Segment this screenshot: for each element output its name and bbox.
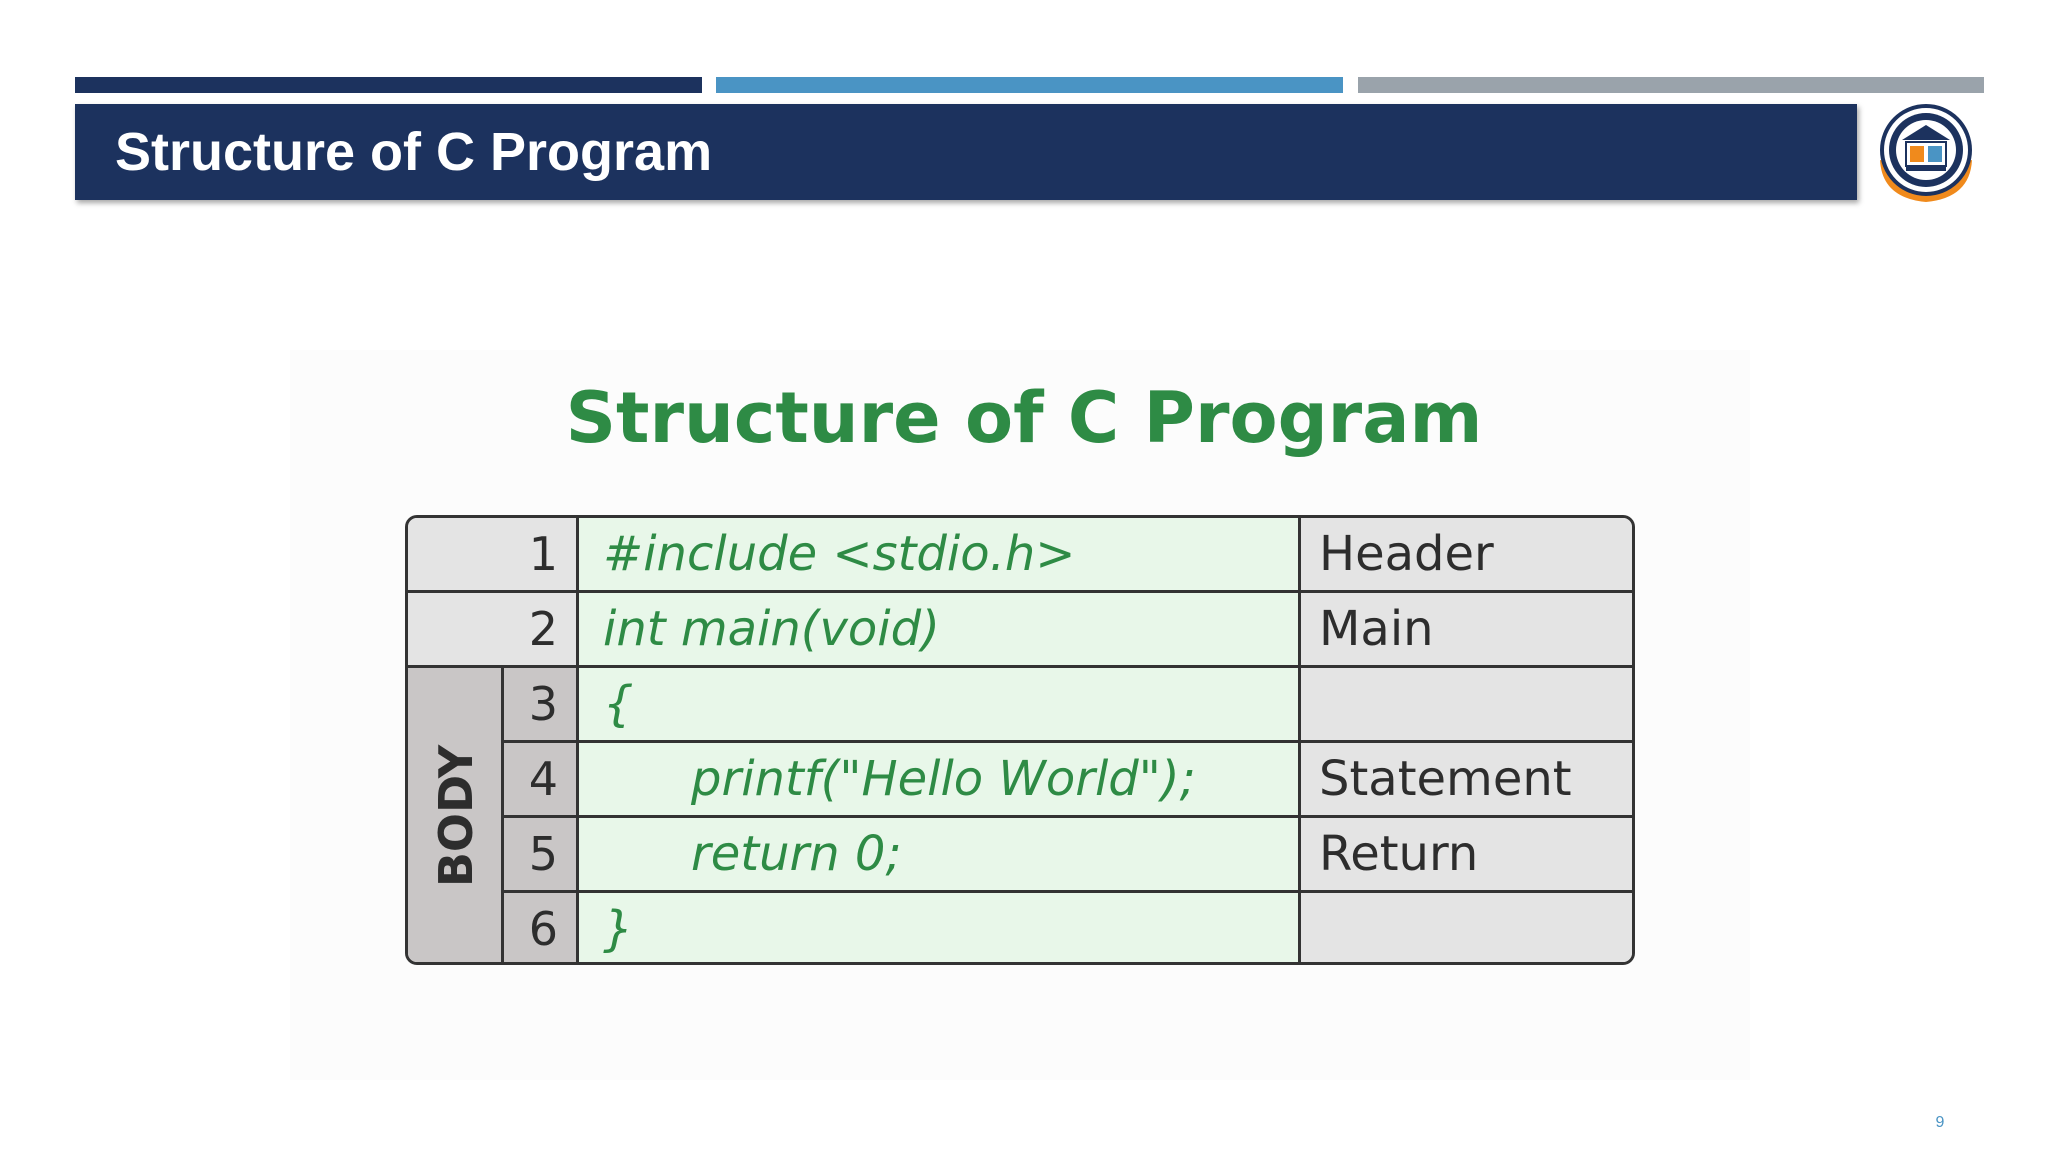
line-number: 4: [504, 743, 579, 818]
line-number: 2: [408, 593, 579, 668]
code-line: return 0;: [579, 818, 1301, 893]
c-program-structure-table: [405, 515, 1635, 965]
slide-title: Structure of C Program: [115, 122, 713, 182]
section-label: Main: [1301, 593, 1635, 668]
header-accent-bar-navy: [75, 77, 702, 93]
line-number: 3: [504, 668, 579, 743]
line-number: 1: [408, 518, 579, 593]
body-section-cell: [408, 668, 504, 965]
body-label: BODY: [429, 744, 483, 888]
code-line: #include <stdio.h>: [579, 518, 1301, 593]
section-label: [1301, 893, 1635, 965]
title-banner: [75, 104, 1857, 200]
section-label: [1301, 668, 1635, 743]
section-label: Statement: [1301, 743, 1635, 818]
line-number: 5: [504, 818, 579, 893]
code-line: printf("Hello World");: [579, 743, 1301, 818]
page-number: 9: [1935, 1114, 1945, 1131]
code-line: }: [579, 893, 1301, 965]
line-number: 6: [504, 893, 579, 965]
figure-title: Structure of C Program: [565, 377, 1483, 459]
code-line: int main(void): [579, 593, 1301, 668]
header-accent-bar-gray: [1358, 77, 1984, 93]
code-line: {: [579, 668, 1301, 743]
section-label: Return: [1301, 818, 1635, 893]
header-accent-bar-blue: [716, 77, 1343, 93]
college-crest-logo-icon: [1870, 100, 1982, 206]
section-label: Header: [1301, 518, 1635, 593]
